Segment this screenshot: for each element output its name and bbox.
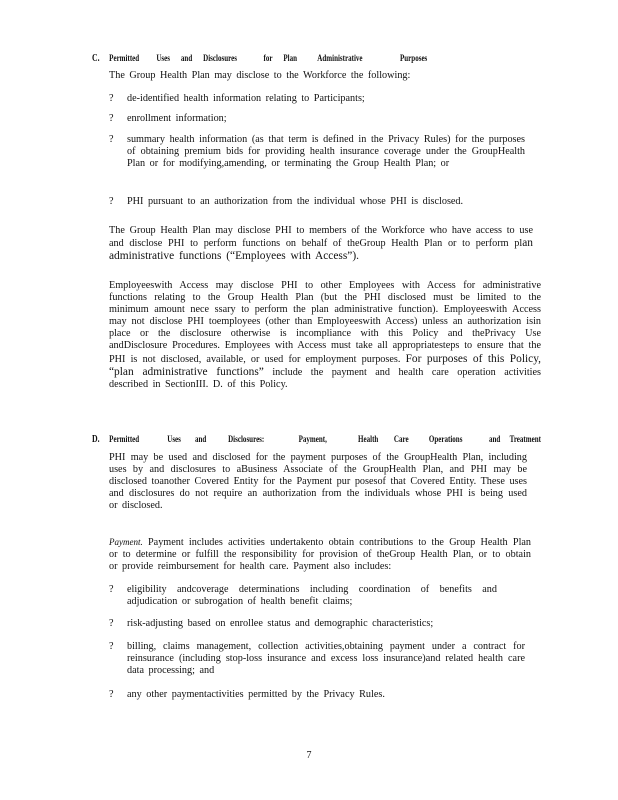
heading-word: Disclosures — [203, 53, 237, 63]
section-letter: D. — [92, 434, 100, 445]
paragraph-text: The Group Health Plan may disclose PHI to members of the Workforce who have access to use and disclose PHI to perform functions on behalf of theGroup Health Plan or to perform pl — [109, 225, 533, 250]
section-c-heading — [92, 53, 444, 64]
bullet-text: eligibility andcoverage determinations including coordination of benefits and adjudication or subrogation of health benefit claims; — [127, 584, 497, 608]
heading-word: Uses — [156, 53, 170, 63]
section-c-paragraph-2 — [109, 225, 533, 263]
bullet-text: risk-adjusting based on enrollee status and demographic characteristics; — [127, 618, 434, 629]
paragraph-text-large: an administrative functions (“Employees with Access”). — [109, 237, 533, 263]
bullet-text: summary health information (as that term is defined in the Privacy Rules) for the purposes of obtaining premium bids for providing health insurance coverage under the GroupHealth Plan or for modifying,amending, or terminating the Group Health Plan; or — [127, 134, 525, 170]
heading-word: Uses — [167, 434, 181, 444]
section-letter: C. — [92, 53, 100, 64]
heading-word: Permitted — [109, 434, 140, 444]
heading-word: Health — [358, 434, 379, 444]
heading-word: Purposes — [399, 53, 428, 63]
heading-word: Care — [393, 434, 409, 444]
bullet-text: any other paymentactivities permitted by the Privacy Rules. — [127, 689, 385, 700]
heading-word: and — [488, 434, 501, 444]
heading-word: Plan — [283, 53, 298, 63]
paragraph-text-large: For purposes of this Policy, “plan administrative functions” — [109, 352, 542, 378]
bullet-text: de-identified health information relating to Participants; — [127, 93, 365, 104]
bullet-text: billing, claims management, collection activities,obtaining payment under a contract for reinsurance (including stop-loss insurance and excess loss insurance)and related health care data processing; and — [127, 641, 525, 677]
heading-word: Operations — [428, 434, 463, 444]
heading-word: for — [263, 53, 273, 63]
paragraph-text: Payment includes activities undertakento obtain contributions to the Group Health Plan or to determine or fulfill the responsibility for provision of theGroup Health Plan, or to obtain or provide reimbursement for health care. Payment also includes: — [109, 537, 532, 573]
bullet-mark: ? — [109, 689, 114, 700]
bullet-text: PHI pursuant to an authorization from the individual whose PHI is disclosed. — [127, 196, 464, 207]
section-c-intro: The Group Health Plan may disclose to the Workforce the following: — [109, 70, 411, 81]
paragraph-text: include the payment and health care operation activities described in SectionIII. D. of this Policy. — [109, 366, 541, 390]
heading-word: and — [194, 434, 207, 444]
page-number: 7 — [306, 750, 312, 761]
bullet-text: enrollment information; — [127, 113, 227, 124]
heading-word: Permitted — [109, 53, 140, 63]
section-c-paragraph-3 — [109, 280, 541, 391]
paragraph-text: Employeeswith Access may disclose PHI to other Employees with Access for administrative functions relating to the Group Health Plan (but the PHI disclosed must be limited to the minimum amount nece ssary to perform the plan administrative function). Employeeswith Access may not disclose PHI toemployees (other than Employeeswith Access) unless an authorization isin place or the disclosure otherwise is incompliance with this Policy and thePrivacy Use andDisclosure Procedures. Employees with Access must take all appropriatesteps to ensure that the PHI is not disclosed, available, or used for employment purposes. — [109, 280, 541, 365]
bullet-mark: ? — [109, 113, 114, 124]
heading-word: Disclosures: — [228, 434, 265, 444]
bullet-mark: ? — [109, 641, 114, 652]
heading-word: Administrative — [317, 53, 363, 63]
heading-word: Treatment — [509, 434, 541, 444]
bullet-mark: ? — [109, 584, 114, 595]
heading-word: and — [180, 53, 193, 63]
payment-label: Payment. — [109, 537, 143, 547]
bullet-mark: ? — [109, 134, 114, 145]
heading-word: Payment, — [298, 434, 327, 444]
section-d-paragraph-2 — [109, 536, 531, 573]
bullet-mark: ? — [109, 618, 114, 629]
bullet-mark: ? — [109, 196, 114, 207]
bullet-mark: ? — [109, 93, 114, 104]
section-d-paragraph-1: PHI may be used and disclosed for the payment purposes of the GroupHealth Plan, including uses by and disclosures to aBusiness Associate of the GroupHealth Plan, and PHI may be disclosed toanother Covered Entity for the Payment pur posesof that Covered Entity. These uses and disclosures do not require an authorization from the individuals whose PHI is being used or disclosed. — [109, 452, 527, 512]
section-d-heading — [92, 434, 558, 445]
